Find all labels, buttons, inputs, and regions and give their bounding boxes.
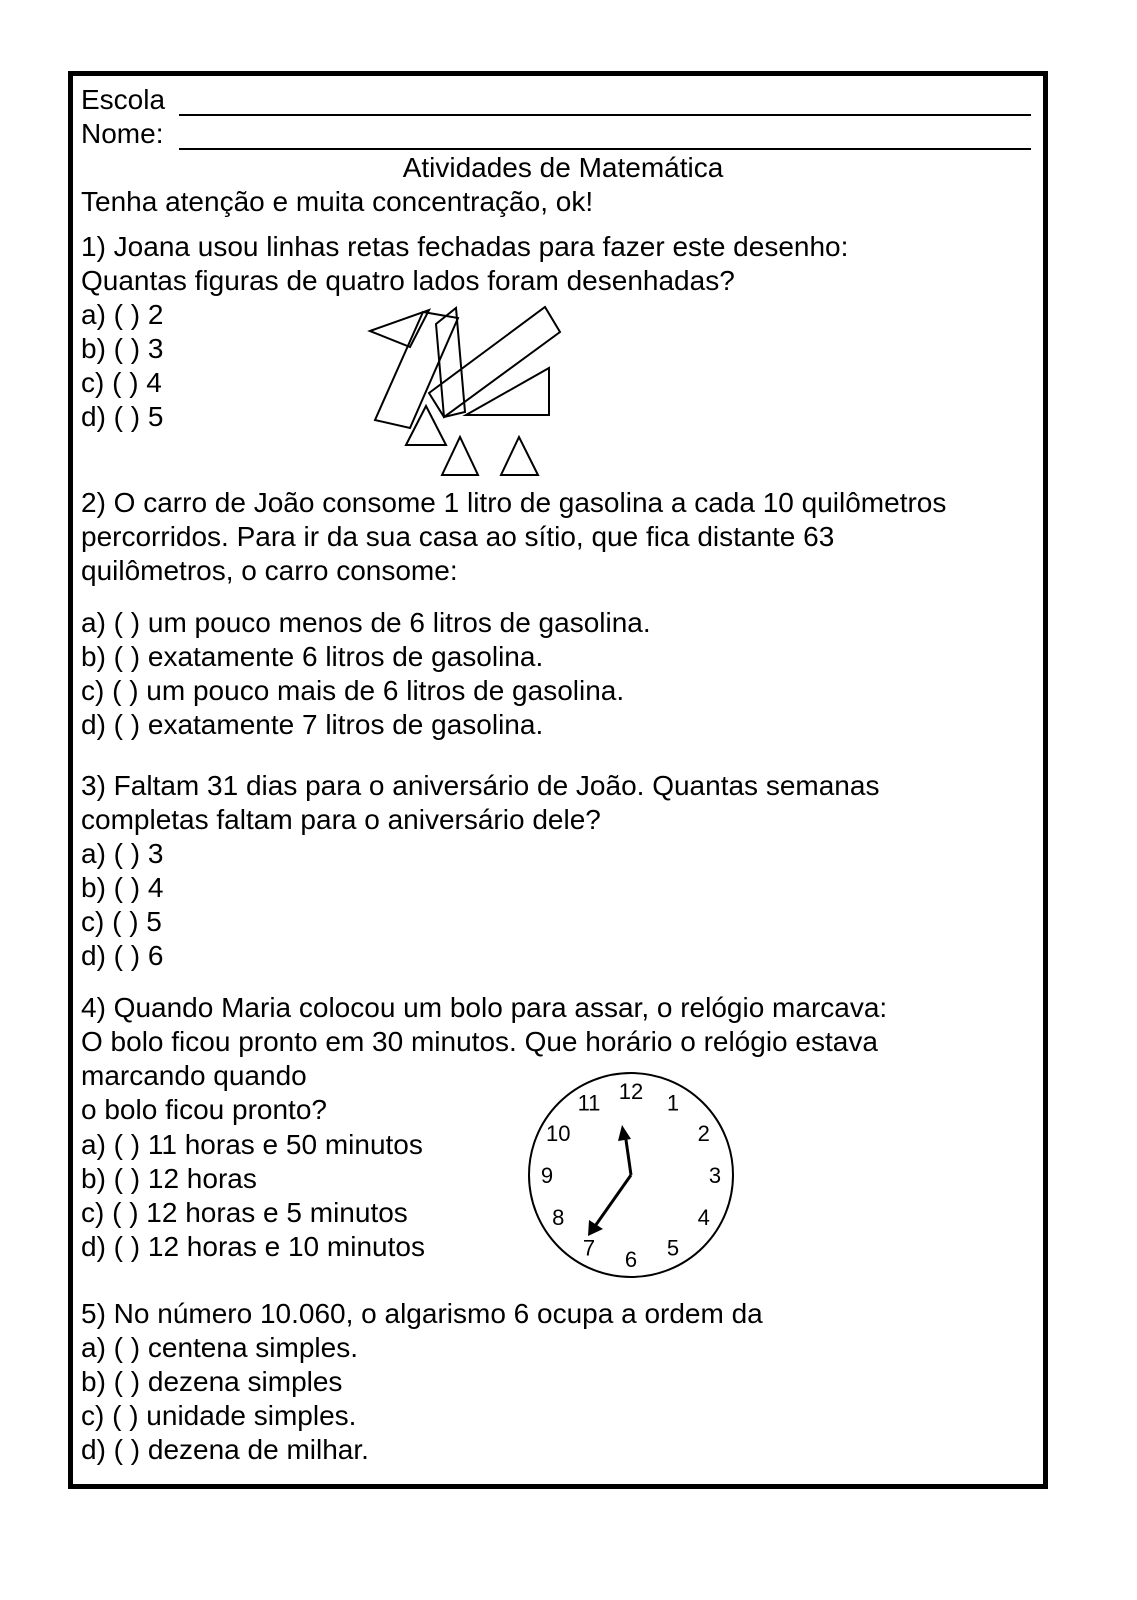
q3-option-d[interactable]: d) ( ) 6 (81, 940, 164, 971)
long-rectangle (429, 307, 560, 417)
clock-minute-hand (593, 1175, 631, 1229)
clock-number-5: 5 (666, 1235, 680, 1261)
analog-clock (525, 1069, 737, 1281)
parallelogram-shape (436, 308, 465, 417)
instruction-text: Tenha atenção e muita concentração, ok! (81, 186, 594, 217)
q1-option-c[interactable]: c) ( ) 4 (81, 367, 162, 398)
q3-text-line2: completas faltam para o aniversário dele? (81, 804, 601, 835)
name-label: Nome: (81, 118, 164, 149)
q1-text-line2: Quantas figuras de quatro lados foram desenhadas? (81, 265, 735, 296)
clock-number-9: 9 (540, 1163, 554, 1188)
q1-option-a[interactable]: a) ( ) 2 (81, 299, 164, 330)
q4-option-b[interactable]: b) ( ) 12 horas (81, 1163, 257, 1194)
q2-text-line2: percorridos. Para ir da sua casa ao sítio, que fica distante 63 (81, 521, 835, 552)
q5-option-c[interactable]: c) ( ) unidade simples. (81, 1400, 357, 1431)
q5-option-a[interactable]: a) ( ) centena simples. (81, 1332, 358, 1363)
q4-text-line1: 4) Quando Maria colocou um bolo para assar, o relógio marcava: (81, 992, 888, 1023)
q3-text-line1: 3) Faltam 31 dias para o aniversário de João. Quantas semanas (81, 770, 880, 801)
clock-number-7: 7 (582, 1235, 596, 1261)
clock-number-1: 1 (666, 1090, 680, 1116)
q1-option-d[interactable]: d) ( ) 5 (81, 401, 164, 432)
clock-number-11: 11 (577, 1090, 601, 1116)
q4-option-c[interactable]: c) ( ) 12 horas e 5 minutos (81, 1197, 408, 1228)
tall-rectangle (375, 312, 458, 428)
triangle-bottom-right (501, 437, 538, 475)
clock-number-6: 6 (624, 1247, 638, 1272)
q5-option-b[interactable]: b) ( ) dezena simples (81, 1366, 343, 1397)
clock-number-8: 8 (552, 1205, 565, 1230)
triangle-bottom-left (442, 437, 478, 475)
worksheet-frame (68, 71, 1048, 1489)
clock-number-10: 10 (546, 1121, 571, 1146)
q3-option-a[interactable]: a) ( ) 3 (81, 838, 164, 869)
clock-number-3: 3 (708, 1163, 722, 1188)
school-label: Escola (81, 84, 166, 115)
q3-option-b[interactable]: b) ( ) 4 (81, 872, 164, 903)
clock-number-12: 12 (618, 1079, 644, 1104)
q2-option-c[interactable]: c) ( ) um pouco mais de 6 litros de gasolina. (81, 675, 625, 706)
q5-text-line1: 5) No número 10.060, o algarismo 6 ocupa a ordem da (81, 1298, 763, 1329)
clock-number-2: 2 (697, 1121, 710, 1146)
q4-text-line4: o bolo ficou pronto? (81, 1094, 327, 1125)
q2-option-b[interactable]: b) ( ) exatamente 6 litros de gasolina. (81, 641, 544, 672)
q4-option-a[interactable]: a) ( ) 11 horas e 50 minutos (81, 1129, 423, 1160)
q3-option-c[interactable]: c) ( ) 5 (81, 906, 162, 937)
q2-option-d[interactable]: d) ( ) exatamente 7 litros de gasolina. (81, 709, 544, 740)
q2-text-line3: quilômetros, o carro consome: (81, 555, 458, 586)
q2-text-line1: 2) O carro de João consome 1 litro de gasolina a cada 10 quilômetros (81, 487, 947, 518)
small-triangle-top (370, 310, 429, 347)
clock-hour-hand-tip (618, 1125, 631, 1141)
clock-minute-hand-tip (588, 1220, 603, 1236)
clock-number-4: 4 (697, 1205, 710, 1230)
q1-option-b[interactable]: b) ( ) 3 (81, 333, 164, 364)
page-title: Atividades de Matemática (402, 152, 724, 183)
q5-option-d[interactable]: d) ( ) dezena de milhar. (81, 1434, 369, 1465)
q4-text-line3: marcando quando (81, 1060, 307, 1091)
q4-text-line2: O bolo ficou pronto em 30 minutos. Que horário o relógio estava (81, 1026, 878, 1057)
q4-option-d[interactable]: d) ( ) 12 horas e 10 minutos (81, 1231, 425, 1262)
q2-option-a[interactable]: a) ( ) um pouco menos de 6 litros de gasolina. (81, 607, 651, 638)
q1-text-line1: 1) Joana usou linhas retas fechadas para fazer este desenho: (81, 231, 849, 262)
